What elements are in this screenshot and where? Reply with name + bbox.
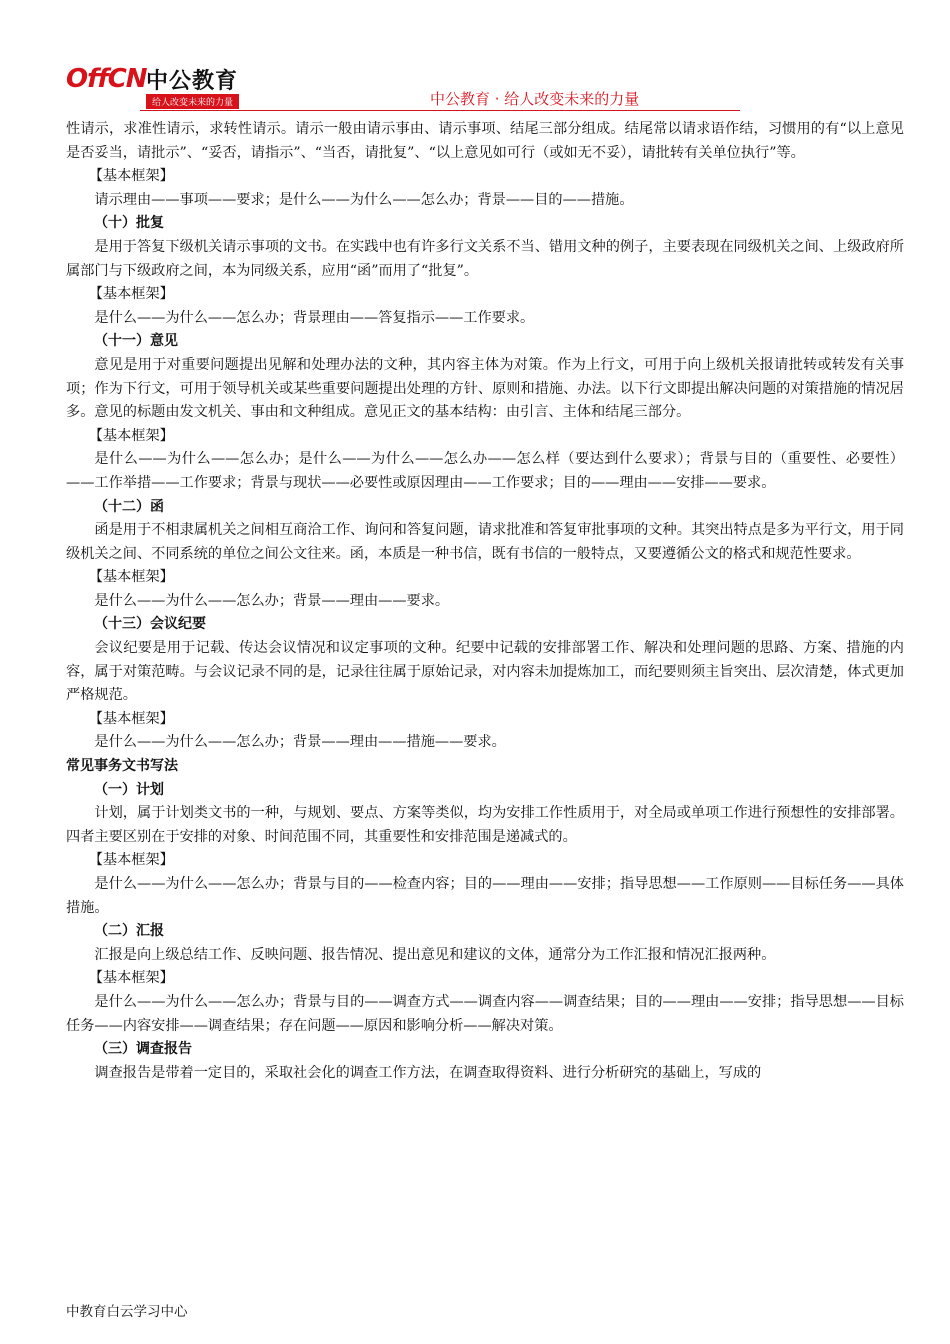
framework-label: 【基本框架】: [88, 569, 174, 586]
logo-mark: OffCN: [66, 64, 147, 94]
header-divider: [140, 110, 740, 111]
framework-label: 【基本框架】: [88, 427, 174, 444]
framework-label: 【基本框架】: [88, 970, 174, 987]
subsection-heading: （一）计划: [94, 781, 164, 798]
paragraph: 性请示，求准性请示，求转性请示。请示一般由请示事由、请示事项、结尾三部分组成。结尾常以请求语作结，习惯用的有“以上意见是否妥当，请批示”、“妥否，请指示”、“当否，请批复”、“以上意见如可行（或如无不妥），请批转有关单位执行”等。: [66, 121, 904, 161]
framework-label: 【基本框架】: [88, 168, 174, 185]
framework-label: 【基本框架】: [88, 286, 174, 303]
framework-label: 【基本框架】: [88, 710, 174, 727]
paragraph: 是什么——为什么——怎么办；是什么——为什么——怎么办——怎么样（要达到什么要求）；背景与目的（重要性、必要性）——工作举措——工作要求；背景与现状——必要性或原因理由——工作要求；目的——理由——安排——要求。: [66, 451, 904, 491]
document-body: [66, 118, 904, 1085]
paragraph: 会议纪要是用于记载、传达会议情况和议定事项的文种。纪要中记载的安排部署工作、解决和处理问题的思路、方案、措施的内容，属于对策范畴。与会议记录不同的是，记录往往属于原始记录，对内容未加提炼加工，而纪要则须主旨突出、层次清楚，体式更加严格规范。: [66, 640, 904, 704]
paragraph: 汇报是向上级总结工作、反映问题、报告情况、提出意见和建议的文体，通常分为工作汇报和情况汇报两种。: [94, 946, 776, 963]
subsection-heading: （十三）会议纪要: [94, 616, 206, 633]
paragraph: 函是用于不相隶属机关之间相互商洽工作、询问和答复问题，请求批准和答复审批事项的文种。其突出特点是多为平行文，用于同级机关之间、不同系统的单位之间公文往来。函，本质是一种书信，既有书信的一般特点，又要遵循公文的格式和规范性要求。: [66, 522, 904, 562]
paragraph: 是什么——为什么——怎么办；背景与目的——调查方式——调查内容——调查结果；目的——理由——安排；指导思想——目标任务——内容安排——调查结果；存在问题——原因和影响分析——解决对策。: [66, 993, 904, 1034]
page-header: [60, 62, 890, 112]
paragraph: 是用于答复下级机关请示事项的文书。在实践中也有许多行文关系不当、错用文种的例子，主要表现在同级机关之间、上级政府所属部门与下级政府之间，本为同级关系，应用“函”而用了“批复”。: [66, 238, 904, 279]
paragraph: 是什么——为什么——怎么办；背景——理由——要求。: [94, 592, 450, 609]
paragraph: 计划，属于计划类文书的一种，与规划、要点、方案等类似，均为安排工作性质用于，对全局或单项工作进行预想性的安排部署。四者主要区别在于安排的对象、时间范围不同，其重要性和安排范围是递减式的。: [66, 805, 904, 845]
paragraph: 请示理由——事项——要求；是什么——为什么——怎么办；背景——目的——措施。: [94, 191, 634, 208]
logo-title: 中公教育: [146, 69, 239, 94]
paragraph: 是什么——为什么——怎么办；背景——理由——措施——要求。: [94, 734, 506, 751]
paragraph: 是什么——为什么——怎么办；背景与目的——检查内容；目的——理由——安排；指导思想——工作原则——目标任务——具体措施。: [66, 876, 904, 916]
paragraph: 是什么——为什么——怎么办；背景理由——答复指示——工作要求。: [94, 309, 535, 326]
subsection-heading: （三）调查报告: [94, 1041, 192, 1058]
subsection-heading: （十二）函: [94, 498, 164, 515]
paragraph: 调查报告是带着一定目的，采取社会化的调查工作方法，在调查取得资料、进行分析研究的基础上，写成的: [94, 1064, 762, 1081]
page-footer: 中教育白云学习中心: [66, 1304, 188, 1320]
subsection-heading: （十）批复: [94, 215, 164, 232]
subsection-heading: （二）汇报: [94, 923, 164, 940]
paragraph: 意见是用于对重要问题提出见解和处理办法的文种，其内容主体为对策。作为上行文，可用于向上级机关报请批转或转发有关事项；作为下行文，可用于领导机关或某些重要问题提出处理的方针、原则和措施、办法。以下行文即提出解决问题的对策措施的情况居多。意见的标题由发文机关、事由和文种组成。意见正文的基本结构：由引言、主体和结尾三部分。: [66, 356, 904, 421]
offcn-logo: [66, 64, 306, 110]
framework-label: 【基本框架】: [88, 852, 174, 869]
header-slogan: 中公教育 · 给人改变未来的力量: [430, 90, 640, 108]
section-heading: 常见事务文书写法: [66, 758, 178, 775]
subsection-heading: （十一）意见: [94, 333, 178, 350]
logo-tagline: 给人改变未来的力量: [146, 94, 239, 109]
